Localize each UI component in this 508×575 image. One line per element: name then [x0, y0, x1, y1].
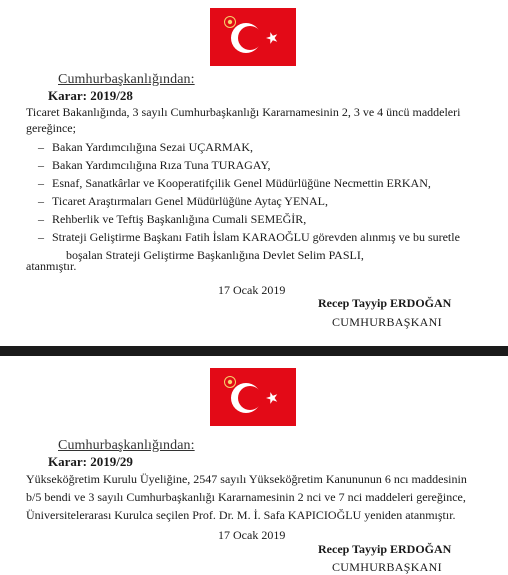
decree-header: Cumhurbaşkanlığından: [58, 438, 195, 453]
signer-title: CUMHURBAŞKANI [332, 560, 442, 574]
turkish-flag-icon [210, 368, 296, 426]
decree-closing: atanmıştır. [26, 259, 77, 273]
turkish-flag-graphic [210, 8, 296, 66]
body-line: Üniversitelerarası Kurulca seçilen Prof. Dr. M. İ. Safa KAPICIOĞLU yeniden atanmıştır. [26, 508, 456, 522]
decree-body [26, 470, 488, 524]
dash-mark: – [38, 140, 44, 154]
list-item-text: Esnaf, Sanatkârlar ve Kooperatifçilik Genel Müdürlüğüne Necmettin ERKAN, [52, 176, 431, 190]
list-item [26, 156, 496, 174]
signer-name: Recep Tayyip ERDOĞAN [318, 542, 452, 556]
karar-number: 2019/29 [90, 454, 133, 469]
decree-date: 17 Ocak 2019 [218, 283, 286, 297]
list-item [26, 174, 496, 192]
decree-number [48, 88, 133, 104]
section-divider [0, 346, 508, 356]
dash-mark: – [38, 176, 44, 190]
appointment-list [26, 138, 496, 264]
karar-number: 2019/28 [90, 88, 133, 103]
turkish-flag-graphic [210, 368, 296, 426]
list-item-continuation: boşalan Strateji Geliştirme Başkanlığına Devlet Selim PASLI, [66, 248, 364, 262]
dash-mark: – [38, 158, 44, 172]
decree-number [48, 454, 133, 470]
list-item-text: Bakan Yardımcılığına Rıza Tuna TURAGAY, [52, 158, 271, 172]
decree-section-2 [0, 362, 508, 574]
body-line: Yükseköğretim Kurulu Üyeliğine, 2547 sayılı Yükseköğretim Kanununun 6 ncı maddesinin [26, 472, 467, 486]
signer-title: CUMHURBAŞKANI [332, 315, 442, 329]
list-item-text: Ticaret Araştırmaları Genel Müdürlüğüne Aytaç YENAL, [52, 194, 328, 208]
list-item [26, 228, 496, 264]
turkish-flag-icon [210, 8, 296, 66]
signer-name: Recep Tayyip ERDOĞAN [318, 296, 452, 310]
list-item-text: Bakan Yardımcılığına Sezai UÇARMAK, [52, 140, 253, 154]
list-item [26, 192, 496, 210]
list-item-text: Strateji Geliştirme Başkanı Fatih İslam KARAOĞLU görevden alınmış ve bu suretle [52, 230, 460, 244]
dash-mark: – [38, 194, 44, 208]
body-line: b/5 bendi ve 3 sayılı Cumhurbaşkanlığı Kararnamesinin 2 nci ve 7 nci maddeleri gereğince, [26, 490, 466, 504]
dash-mark: – [38, 230, 44, 244]
karar-label: Karar: [48, 88, 87, 103]
karar-label: Karar: [48, 454, 87, 469]
decree-intro: Ticaret Bakanlığında, 3 sayılı Cumhurbaşkanlığı Kararnamesinin 2, 3 ve 4 üncü maddeleri gereğince; [26, 105, 461, 135]
decree-date: 17 Ocak 2019 [218, 528, 286, 542]
list-item [26, 210, 496, 228]
list-item-text: Rehberlik ve Teftiş Başkanlığına Cumali SEMEĞİR, [52, 212, 307, 226]
decree-header: Cumhurbaşkanlığından: [58, 72, 195, 87]
list-item [26, 138, 496, 156]
dash-mark: – [38, 212, 44, 226]
